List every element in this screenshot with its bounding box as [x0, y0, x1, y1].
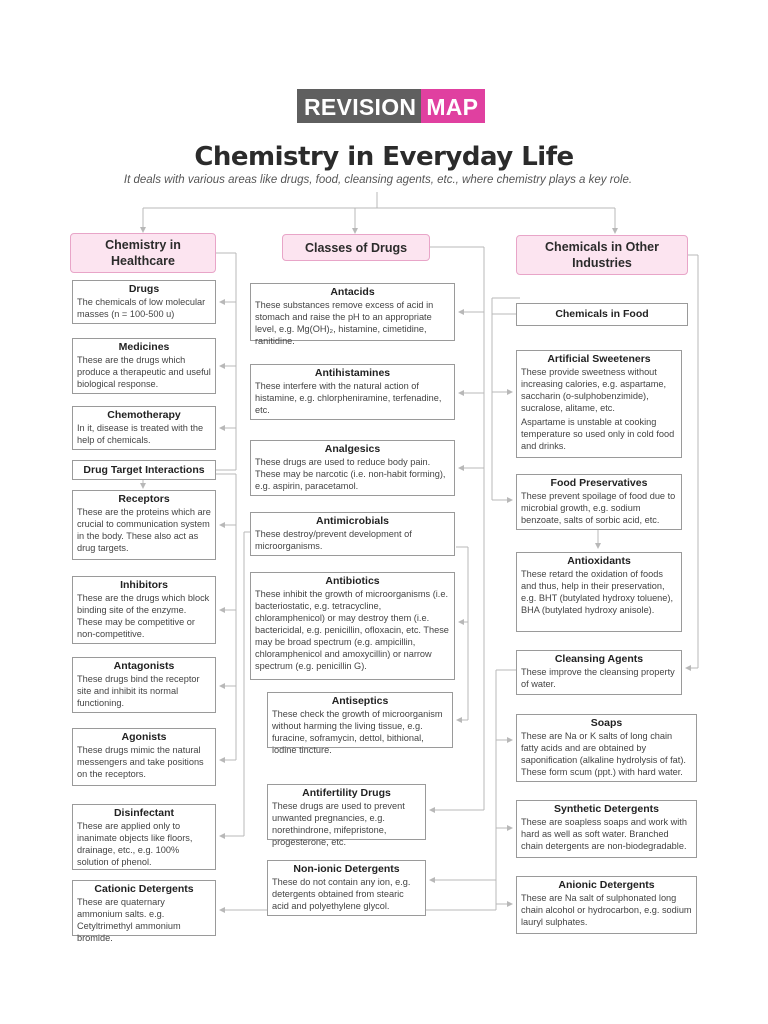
node-body: These do not contain any ion, e.g. detergents obtained from stearic acid and polyethylene glycol. [272, 877, 411, 911]
node-body: These are applied only to inanimate objects like floors, drainage, etc., e.g. 100% solution of phenol. [77, 821, 193, 867]
node-cationic-detergents [72, 880, 216, 943]
logo-word-revision: REVISION [297, 89, 421, 123]
node-title: Receptors [118, 493, 170, 505]
node-title: Cleansing Agents [554, 653, 644, 665]
node-food-preservatives [516, 474, 682, 530]
node-title: Antibiotics [325, 575, 380, 587]
node-antibiotics [250, 572, 455, 680]
node-inhibitors [72, 576, 216, 644]
node-title: Antagonists [113, 660, 175, 672]
page-title: Chemistry in Everyday Life [194, 142, 574, 172]
node-title: Artificial Sweeteners [547, 353, 651, 365]
node-title: Analgesics [324, 443, 381, 455]
node-disinfectant [72, 804, 216, 870]
node-analgesics [250, 440, 455, 496]
node-title: Non-ionic Detergents [293, 863, 400, 875]
node-antiseptics [267, 692, 453, 755]
node-title: Antimicrobials [316, 515, 389, 527]
node-body: These interfere with the natural action of histamine, e.g. chlorpheniramine, terfenadine, etc. [255, 381, 442, 415]
node-title: Drug Target Interactions [83, 463, 205, 476]
revision-map-logo [297, 89, 485, 123]
node-title: Antacids [330, 286, 375, 298]
node-title: Medicines [118, 341, 170, 353]
node-body: These are the proteins which are crucial to communication system in the body. These also act as drug targets. [77, 507, 211, 553]
node-body: These drugs are used to reduce body pain. These may be narcotic (i.e. non-habit forming), e.g. aspirin, paracetamol. [255, 457, 446, 491]
node-antihistamines [250, 364, 455, 420]
node-antifertility-drugs [267, 784, 426, 847]
node-chemotherapy [72, 406, 216, 450]
node-body: These provide sweetness without increasing calories, e.g. aspartame, saccharin (o-sulphobenzimide), sucralose, alitame, etc. [521, 367, 667, 413]
node-body: These drugs are used to prevent unwanted pregnancies, e.g. norethindrone, mifepristone, progesterone, etc. [272, 801, 405, 847]
node-antioxidants [516, 552, 682, 632]
node-agonists [72, 728, 216, 786]
node-body-note: Aspartame is unstable at cooking temperature so used only in cold food and drinks. [521, 417, 675, 451]
node-body: The chemicals of low molecular masses (n = 100-500 u) [77, 297, 206, 319]
node-title: Antiseptics [331, 695, 389, 707]
node-title: Drugs [128, 283, 160, 295]
page-subtitle: It deals with various areas like drugs, food, cleansing agents, etc., where chemistry plays a key role. [123, 174, 633, 186]
node-medicines [72, 338, 216, 394]
node-body: These substances remove excess of acid in stomach and raise the pH to an appropriate level, e.g. Mg(OH)₂, histamine, cimetidine, ranitidine. [255, 300, 434, 346]
logo-word-map: MAP [421, 89, 485, 123]
node-receptors [72, 490, 216, 560]
node-body: These destroy/prevent development of microorganisms. [255, 529, 412, 551]
node-synthetic-detergents [516, 800, 697, 858]
node-title: Chemicals in Food [555, 308, 649, 320]
node-body: In it, disease is treated with the help of chemicals. [77, 423, 204, 445]
node-body: These improve the cleansing property of water. [521, 667, 675, 689]
node-title: Cationic Detergents [94, 883, 194, 895]
node-body: These inhibit the growth of microorganisms (i.e. bacteriostatic, e.g. tetracycline, chloramphenicol) or may destroy them (i.e. bactericidal, e.g. penicillin, ofloxacin, etc. These may be broad spectrum (e.g. ampicillin, chloramphenicol and amoxycillin) or narrow spectrum (e.g. penicillin G). [255, 589, 449, 671]
node-title: Anionic Detergents [558, 879, 655, 891]
node-body: These are the drugs which produce a therapeutic and useful biological response. [77, 355, 211, 389]
heading-classes-of-drugs: Classes of Drugs [282, 234, 430, 261]
node-title: Disinfectant [113, 807, 175, 819]
node-body: These are Na or K salts of long chain fatty acids and are obtained by saponification (alkaline hydrolysis of fat). These form scum (ppt.) with hard water. [521, 731, 686, 777]
node-title: Synthetic Detergents [553, 803, 660, 815]
node-title: Antioxidants [567, 555, 631, 567]
node-body: These check the growth of microorganism without harming the living tissue, e.g. furacine, soframycin, dettol, bithional, iodine tincture. [272, 709, 443, 755]
heading-chemicals-in-other-industries: Chemicals in Other Industries [516, 235, 688, 275]
node-artificial-sweeteners [516, 350, 682, 458]
heading-chemistry-in-healthcare: Chemistry in Healthcare [70, 233, 216, 273]
node-title: Food Preservatives [550, 477, 648, 489]
node-body: These drugs mimic the natural messengers and take positions on the receptors. [77, 745, 204, 779]
node-non-ionic-detergents [267, 860, 426, 916]
node-cleansing-agents [516, 650, 682, 695]
node-body: These are Na salt of sulphonated long chain alcohol or hydrocarbon, e.g. sodium lauryl sulphates. [521, 893, 692, 927]
node-antagonists [72, 657, 216, 713]
node-anionic-detergents [516, 876, 697, 934]
node-body: These are quaternary ammonium salts. e.g. Cetyltrimethyl ammonium bromide. [77, 897, 181, 943]
node-title: Antifertility Drugs [302, 787, 391, 799]
node-title: Soaps [590, 717, 623, 729]
node-body: These drugs bind the receptor site and inhibit its normal functioning. [77, 674, 200, 708]
node-antacids [250, 283, 455, 346]
node-chemicals-in-food [516, 303, 688, 326]
node-title: Chemotherapy [107, 409, 181, 421]
node-title: Antihistamines [314, 367, 391, 379]
node-title: Inhibitors [120, 579, 168, 591]
node-body: These are soapless soaps and work with hard as well as soft water. Branched chain detergents are non-biodegradable. [521, 817, 687, 851]
node-title: Agonists [121, 731, 167, 743]
node-soaps [516, 714, 697, 782]
node-body: These retard the oxidation of foods and thus, help in their preservation, e.g. BHT (butylated hydroxy toluene), BHA (butylated hydroxy anisole). [521, 569, 674, 615]
node-body: These prevent spoilage of food due to microbial growth, e.g. sodium benzoate, salts of sorbic acid, etc. [521, 491, 676, 525]
node-body: These are the drugs which block binding site of the enzyme. These may be competitive or non-competitive. [77, 593, 210, 639]
node-drugs [72, 280, 216, 324]
node-antimicrobials [250, 512, 455, 556]
node-drug-target-interactions [72, 460, 216, 480]
